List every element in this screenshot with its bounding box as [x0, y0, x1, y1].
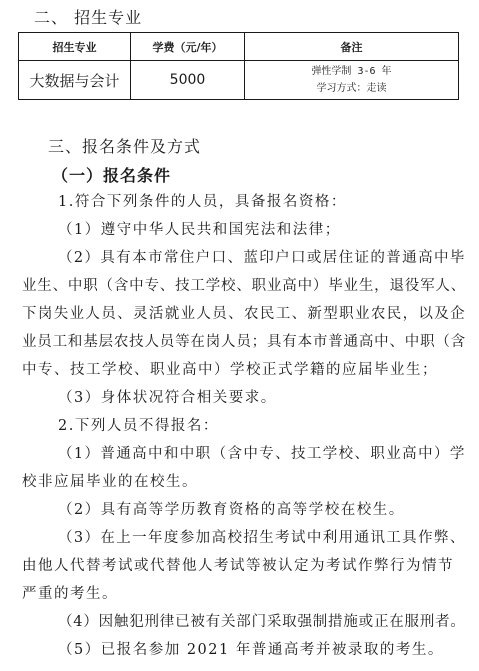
header-note: 备注 [245, 33, 459, 61]
paragraph-line: 校非应届毕业的在校生。 [22, 474, 198, 490]
paragraph-line: （4）因触犯刑律已被有关部门采取强制措施或正在服刑者。 [58, 614, 466, 630]
paragraph-line: 业生、中职（含中专、技工学校、职业高中）毕业生，退役军人、 [22, 278, 466, 294]
header-major: 招生专业 [19, 33, 131, 61]
header-fee: 学费（元/年） [131, 33, 245, 61]
note-line: 学习方式：走读 [316, 83, 387, 94]
paragraph-line: 1.符合下列条件的人员，具备报名资格： [58, 194, 347, 210]
paragraph-line: 严重的考生。 [22, 586, 118, 602]
paragraph-line: 由他人代替考试或代替他人考试等被认定为考试作弊行为情节 [22, 558, 454, 574]
paragraph-line: （5）已报名参加 2021 年普通高考并被录取的考生。 [58, 642, 444, 658]
paragraph-line: （1）遵守中华人民共和国宪法和法律； [58, 222, 341, 238]
subsection-heading: （一）报名条件 [52, 166, 172, 185]
major-cell: 大数据与会计 [19, 61, 131, 100]
paragraph-line: （1）普通高中和中职（含中专、技工学校、职业高中）学 [58, 446, 466, 462]
majors-table [18, 32, 459, 100]
paragraph-line: （2）具有高等学历教育资格的高等学校在校生。 [58, 502, 405, 518]
paragraph-line: （3）在上一年度参加高校招生考试中利用通讯工具作弊、 [58, 530, 466, 546]
paragraph-line: （3）身体状况符合相关要求。 [58, 390, 277, 406]
section-2-heading: 二、 招生专业 [34, 8, 143, 27]
table-header-row [19, 33, 459, 61]
paragraph-line: 中专、技工学校、职业高中）学校正式学籍的应届毕业生； [22, 362, 438, 378]
paragraph-line: （2）具有本市常住户口、蓝印户口或居住证的普通高中毕 [58, 250, 466, 266]
fee-cell: 5000 [131, 61, 245, 100]
paragraph-line: 2.下列人员不得报名： [58, 418, 219, 434]
note-cell [245, 61, 459, 100]
table-row [19, 61, 459, 100]
paragraph-line: 业员工和基层农技人员等在岗人员；具有本市普通高中、中职（含 [22, 334, 466, 350]
paragraph-line: 下岗失业人员、灵活就业人员、农民工、新型职业农民，以及企 [22, 306, 466, 322]
section-3-heading: 三、报名条件及方式 [48, 137, 202, 156]
note-line: 弹性学制 3-6 年 [311, 66, 392, 77]
